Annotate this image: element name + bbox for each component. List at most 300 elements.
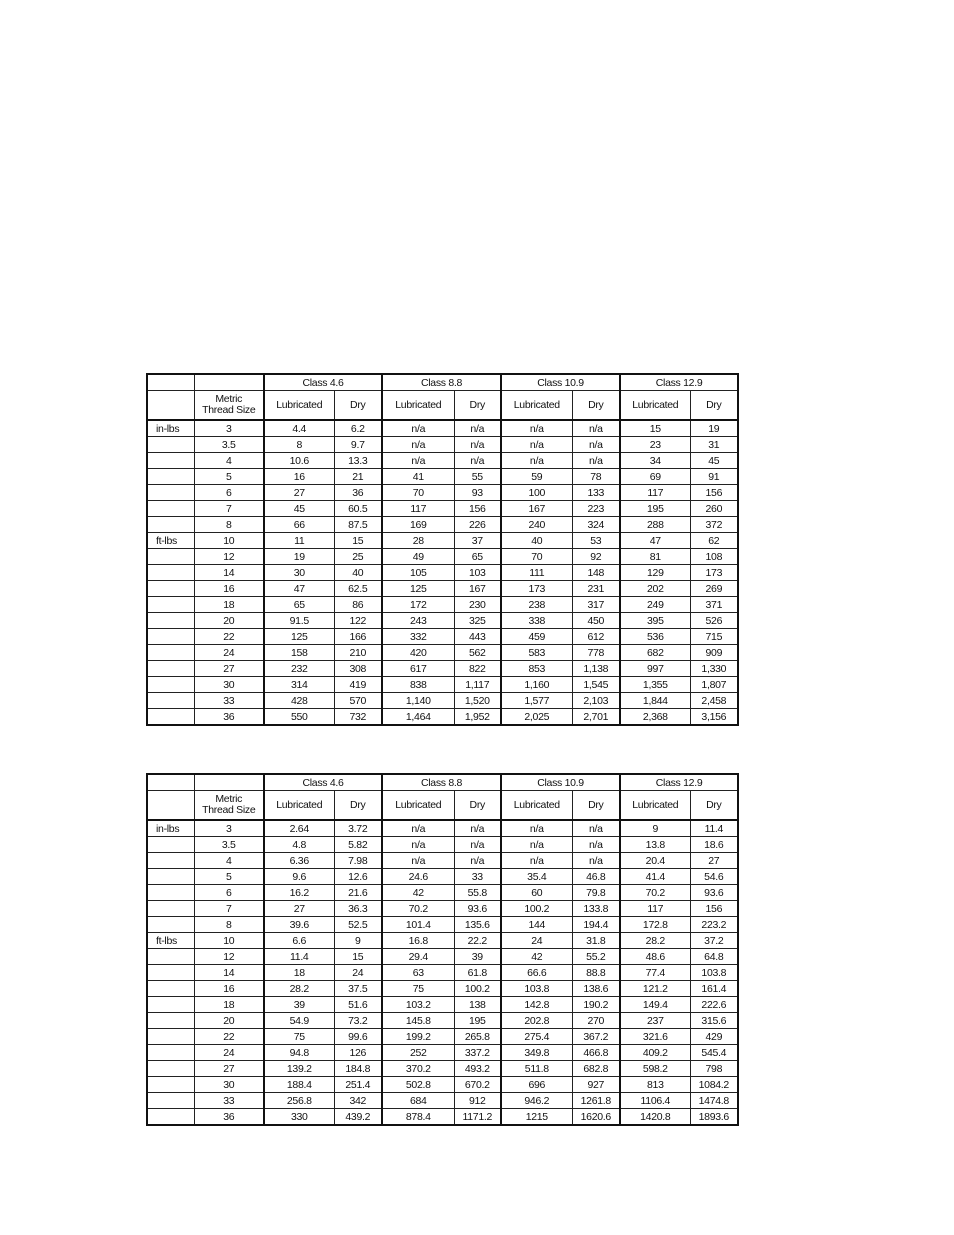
unit-label-cell [147, 677, 194, 693]
unit-label-cell [147, 965, 194, 981]
class-12-9-dry-cell: 93.6 [690, 885, 738, 901]
class-12-9-dry-cell: 91 [690, 469, 738, 485]
unit-label-cell [147, 613, 194, 629]
class-10-9-lubricated-cell: 946.2 [501, 1093, 572, 1109]
thread-size-cell: 24 [194, 1045, 264, 1061]
class-12-9-dry-cell: 260 [690, 501, 738, 517]
class-10-9-dry-cell: 1,545 [572, 677, 620, 693]
class-8-8-dry-cell: 37 [454, 533, 501, 549]
class-12-9-lubricated-cell: 237 [620, 1013, 690, 1029]
class-8-8-lubricated-cell: 617 [382, 661, 454, 677]
class-4-6-lubricated-cell: 75 [264, 1029, 334, 1045]
dry-header: Dry [334, 791, 382, 821]
class-10-9-dry-cell: 1261.8 [572, 1093, 620, 1109]
class-12-9-dry-cell: 1084.2 [690, 1077, 738, 1093]
class-4-6-lubricated-cell: 330 [264, 1109, 334, 1126]
class-12-9-dry-cell: 2,458 [690, 693, 738, 709]
class-4-6-dry-cell: 342 [334, 1093, 382, 1109]
table-row [147, 420, 738, 437]
class-10-9-lubricated-cell: 2,025 [501, 709, 572, 726]
class-4-6-dry-cell: 36.3 [334, 901, 382, 917]
class-12-9-lubricated-cell: 409.2 [620, 1045, 690, 1061]
class-10-9-lubricated-cell: 338 [501, 613, 572, 629]
class-10-9-dry-cell: 270 [572, 1013, 620, 1029]
class-10-9-dry-cell: 78 [572, 469, 620, 485]
class-4-6-dry-cell: 37.5 [334, 981, 382, 997]
unit-label-cell [147, 469, 194, 485]
class-12-9-lubricated-cell: 813 [620, 1077, 690, 1093]
class-8-8-dry-cell: n/a [454, 420, 501, 437]
class-10-9-dry-cell: 223 [572, 501, 620, 517]
class-12-9-lubricated-cell: 195 [620, 501, 690, 517]
class-8-8-lubricated-cell: n/a [382, 453, 454, 469]
class-4-6-dry-cell: 40 [334, 565, 382, 581]
table-row [147, 709, 738, 726]
unit-label-cell [147, 1029, 194, 1045]
class-10-9-dry-cell: 2,701 [572, 709, 620, 726]
class-4-6-lubricated-cell: 188.4 [264, 1077, 334, 1093]
thread-size-cell: 12 [194, 949, 264, 965]
unit-label-cell [147, 581, 194, 597]
class-8-8-lubricated-cell: n/a [382, 820, 454, 837]
thread-size-cell: 4 [194, 453, 264, 469]
class-10-9-lubricated-cell: 240 [501, 517, 572, 533]
class-10-9-lubricated-cell: 1,160 [501, 677, 572, 693]
class-10-9-lubricated-cell: 167 [501, 501, 572, 517]
class-10-9-dry-cell: 1620.6 [572, 1109, 620, 1126]
table-row [147, 965, 738, 981]
class-4-6-lubricated-cell: 6.6 [264, 933, 334, 949]
class-10-9-lubricated-cell: 583 [501, 645, 572, 661]
torque-table-2 [146, 773, 739, 1126]
unit-label-cell [147, 1045, 194, 1061]
table-row [147, 693, 738, 709]
class-12-9-lubricated-cell: 1106.4 [620, 1093, 690, 1109]
thread-size-cell: 18 [194, 597, 264, 613]
class-8-8-lubricated-cell: 70.2 [382, 901, 454, 917]
class-4-6-dry-cell: 60.5 [334, 501, 382, 517]
class-4-6-lubricated-cell: 8 [264, 437, 334, 453]
class-4-6-dry-cell: 126 [334, 1045, 382, 1061]
unit-label-cell [147, 597, 194, 613]
class-8-8-lubricated-cell: n/a [382, 837, 454, 853]
class-10-9-dry-cell: 55.2 [572, 949, 620, 965]
class-4-6-lubricated-cell: 11.4 [264, 949, 334, 965]
class-12-9-lubricated-cell: 682 [620, 645, 690, 661]
thread-size-cell: 14 [194, 965, 264, 981]
lubricated-header: Lubricated [264, 791, 334, 821]
class-4-6-dry-cell: 166 [334, 629, 382, 645]
class-8-8-lubricated-cell: 199.2 [382, 1029, 454, 1045]
class-10-9-dry-cell: 148 [572, 565, 620, 581]
class-8-8-lubricated-cell: 370.2 [382, 1061, 454, 1077]
class-10-9-lubricated-cell: 100 [501, 485, 572, 501]
class-8-8-lubricated-cell: 1,140 [382, 693, 454, 709]
class-10-9-lubricated-cell: 349.8 [501, 1045, 572, 1061]
class-4-6-dry-cell: 62.5 [334, 581, 382, 597]
class-8-8-lubricated-cell: 169 [382, 517, 454, 533]
class-8-8-dry-cell: 822 [454, 661, 501, 677]
unit-label-cell [147, 661, 194, 677]
table-row [147, 1093, 738, 1109]
class-10-9-dry-cell: 133 [572, 485, 620, 501]
class-8-8-lubricated-cell: 117 [382, 501, 454, 517]
class-10-9-dry-cell: 778 [572, 645, 620, 661]
class-8-8-lubricated-cell: 75 [382, 981, 454, 997]
class-10-9-dry-cell: n/a [572, 837, 620, 853]
class-12-9-dry-cell: 27 [690, 853, 738, 869]
table-row [147, 597, 738, 613]
class-12-9-lubricated-cell: 395 [620, 613, 690, 629]
class-12-9-lubricated-cell: 9 [620, 820, 690, 837]
class-8-8-dry-cell: 93.6 [454, 901, 501, 917]
class-10-9-lubricated-cell: 853 [501, 661, 572, 677]
class-8-8-dry-cell: 22.2 [454, 933, 501, 949]
thread-size-cell: 33 [194, 1093, 264, 1109]
class-4-6-dry-cell: 184.8 [334, 1061, 382, 1077]
class-header: Class 4.6 [264, 774, 382, 791]
class-header: Class 8.8 [382, 774, 501, 791]
table-row [147, 1045, 738, 1061]
table-row [147, 533, 738, 549]
class-12-9-lubricated-cell: 997 [620, 661, 690, 677]
class-12-9-dry-cell: 54.6 [690, 869, 738, 885]
class-12-9-lubricated-cell: 598.2 [620, 1061, 690, 1077]
thread-size-cell: 6 [194, 885, 264, 901]
table-row [147, 853, 738, 869]
unit-label-cell [147, 917, 194, 933]
class-8-8-dry-cell: 337.2 [454, 1045, 501, 1061]
thread-size-cell: 3.5 [194, 837, 264, 853]
class-12-9-lubricated-cell: 41.4 [620, 869, 690, 885]
class-12-9-lubricated-cell: 288 [620, 517, 690, 533]
class-12-9-lubricated-cell: 321.6 [620, 1029, 690, 1045]
class-12-9-lubricated-cell: 2,368 [620, 709, 690, 726]
thread-size-cell: 30 [194, 1077, 264, 1093]
thread-size-header [194, 791, 264, 821]
unit-label-cell [147, 1109, 194, 1126]
class-4-6-lubricated-cell: 256.8 [264, 1093, 334, 1109]
class-8-8-lubricated-cell: 49 [382, 549, 454, 565]
class-8-8-dry-cell: 61.8 [454, 965, 501, 981]
thread-size-cell: 5 [194, 869, 264, 885]
class-8-8-dry-cell: 33 [454, 869, 501, 885]
thread-size-cell: 3 [194, 820, 264, 837]
class-10-9-lubricated-cell: 173 [501, 581, 572, 597]
table-row [147, 677, 738, 693]
class-8-8-dry-cell: 912 [454, 1093, 501, 1109]
class-8-8-lubricated-cell: 145.8 [382, 1013, 454, 1029]
class-4-6-dry-cell: 12.6 [334, 869, 382, 885]
class-4-6-lubricated-cell: 9.6 [264, 869, 334, 885]
class-10-9-lubricated-cell: 1,577 [501, 693, 572, 709]
class-4-6-dry-cell: 9 [334, 933, 382, 949]
empty-header-cell [147, 791, 194, 821]
table-row [147, 437, 738, 453]
class-4-6-dry-cell: 51.6 [334, 997, 382, 1013]
class-12-9-lubricated-cell: 13.8 [620, 837, 690, 853]
thread-header-line: Metric [215, 793, 243, 805]
table-row [147, 1077, 738, 1093]
lubricated-header: Lubricated [501, 391, 572, 421]
thread-size-cell: 18 [194, 997, 264, 1013]
class-4-6-dry-cell: 15 [334, 533, 382, 549]
class-header: Class 10.9 [501, 374, 620, 391]
class-8-8-lubricated-cell: 42 [382, 885, 454, 901]
unit-label-cell [147, 885, 194, 901]
class-10-9-dry-cell: n/a [572, 420, 620, 437]
empty-header-cell [194, 774, 264, 791]
thread-size-cell: 10 [194, 933, 264, 949]
class-12-9-dry-cell: 108 [690, 549, 738, 565]
class-12-9-dry-cell: 429 [690, 1029, 738, 1045]
class-4-6-dry-cell: 99.6 [334, 1029, 382, 1045]
class-4-6-lubricated-cell: 54.9 [264, 1013, 334, 1029]
table-row [147, 485, 738, 501]
class-8-8-lubricated-cell: 878.4 [382, 1109, 454, 1126]
class-8-8-dry-cell: n/a [454, 437, 501, 453]
class-10-9-dry-cell: 31.8 [572, 933, 620, 949]
class-8-8-lubricated-cell: 838 [382, 677, 454, 693]
class-10-9-lubricated-cell: 103.8 [501, 981, 572, 997]
class-8-8-dry-cell: 1,117 [454, 677, 501, 693]
dry-header: Dry [690, 391, 738, 421]
empty-header-cell [147, 391, 194, 421]
class-4-6-dry-cell: 439.2 [334, 1109, 382, 1126]
class-8-8-lubricated-cell: 1,464 [382, 709, 454, 726]
class-10-9-lubricated-cell: n/a [501, 420, 572, 437]
class-header: Class 10.9 [501, 774, 620, 791]
class-10-9-dry-cell: 2,103 [572, 693, 620, 709]
class-12-9-dry-cell: 156 [690, 485, 738, 501]
class-12-9-dry-cell: 37.2 [690, 933, 738, 949]
class-10-9-dry-cell: n/a [572, 437, 620, 453]
table-row [147, 869, 738, 885]
class-12-9-dry-cell: 19 [690, 420, 738, 437]
thread-size-cell: 8 [194, 517, 264, 533]
table-row [147, 901, 738, 917]
class-12-9-lubricated-cell: 34 [620, 453, 690, 469]
unit-label-cell [147, 997, 194, 1013]
dry-header: Dry [454, 391, 501, 421]
unit-label-cell [147, 645, 194, 661]
thread-size-cell: 16 [194, 981, 264, 997]
thread-size-cell: 7 [194, 501, 264, 517]
class-12-9-dry-cell: 526 [690, 613, 738, 629]
class-12-9-lubricated-cell: 129 [620, 565, 690, 581]
class-10-9-dry-cell: 133.8 [572, 901, 620, 917]
class-8-8-dry-cell: n/a [454, 820, 501, 837]
class-4-6-dry-cell: 15 [334, 949, 382, 965]
class-10-9-dry-cell: 231 [572, 581, 620, 597]
table-row [147, 981, 738, 997]
class-10-9-lubricated-cell: 144 [501, 917, 572, 933]
unit-label-cell [147, 485, 194, 501]
class-10-9-lubricated-cell: 511.8 [501, 1061, 572, 1077]
sub-header-row [147, 391, 738, 421]
thread-size-cell: 10 [194, 533, 264, 549]
class-12-9-dry-cell: 371 [690, 597, 738, 613]
class-4-6-dry-cell: 251.4 [334, 1077, 382, 1093]
thread-size-cell: 27 [194, 1061, 264, 1077]
class-8-8-lubricated-cell: n/a [382, 437, 454, 453]
class-4-6-dry-cell: 210 [334, 645, 382, 661]
class-8-8-dry-cell: 195 [454, 1013, 501, 1029]
table-row [147, 1109, 738, 1126]
class-header: Class 12.9 [620, 374, 738, 391]
class-8-8-dry-cell: n/a [454, 837, 501, 853]
unit-label-cell [147, 693, 194, 709]
class-4-6-dry-cell: 25 [334, 549, 382, 565]
class-12-9-lubricated-cell: 149.4 [620, 997, 690, 1013]
class-10-9-lubricated-cell: 238 [501, 597, 572, 613]
table-row [147, 565, 738, 581]
class-8-8-dry-cell: 138 [454, 997, 501, 1013]
class-4-6-lubricated-cell: 27 [264, 485, 334, 501]
class-4-6-dry-cell: 21 [334, 469, 382, 485]
class-12-9-lubricated-cell: 20.4 [620, 853, 690, 869]
class-10-9-dry-cell: 88.8 [572, 965, 620, 981]
class-4-6-lubricated-cell: 30 [264, 565, 334, 581]
class-10-9-dry-cell: 466.8 [572, 1045, 620, 1061]
class-10-9-dry-cell: 367.2 [572, 1029, 620, 1045]
class-4-6-lubricated-cell: 428 [264, 693, 334, 709]
class-4-6-dry-cell: 13.3 [334, 453, 382, 469]
class-4-6-dry-cell: 21.6 [334, 885, 382, 901]
table-row [147, 501, 738, 517]
class-header: Class 12.9 [620, 774, 738, 791]
class-10-9-lubricated-cell: n/a [501, 453, 572, 469]
class-8-8-lubricated-cell: 420 [382, 645, 454, 661]
class-10-9-dry-cell: 450 [572, 613, 620, 629]
class-4-6-dry-cell: 122 [334, 613, 382, 629]
unit-label-cell [147, 1093, 194, 1109]
thread-size-cell: 8 [194, 917, 264, 933]
class-12-9-dry-cell: 31 [690, 437, 738, 453]
table-row [147, 1013, 738, 1029]
table-row [147, 661, 738, 677]
class-8-8-dry-cell: 325 [454, 613, 501, 629]
class-12-9-dry-cell: 223.2 [690, 917, 738, 933]
class-12-9-dry-cell: 1474.8 [690, 1093, 738, 1109]
class-10-9-dry-cell: 927 [572, 1077, 620, 1093]
lubricated-header: Lubricated [264, 391, 334, 421]
table-row [147, 997, 738, 1013]
class-10-9-lubricated-cell: 66.6 [501, 965, 572, 981]
thread-size-cell: 22 [194, 629, 264, 645]
thread-size-cell: 36 [194, 709, 264, 726]
class-12-9-dry-cell: 545.4 [690, 1045, 738, 1061]
class-12-9-dry-cell: 64.8 [690, 949, 738, 965]
class-10-9-lubricated-cell: 42 [501, 949, 572, 965]
class-8-8-lubricated-cell: 332 [382, 629, 454, 645]
class-12-9-dry-cell: 315.6 [690, 1013, 738, 1029]
class-4-6-lubricated-cell: 91.5 [264, 613, 334, 629]
class-header-row [147, 374, 738, 391]
lubricated-header: Lubricated [382, 391, 454, 421]
class-4-6-lubricated-cell: 232 [264, 661, 334, 677]
thread-header-line: Metric [215, 393, 243, 405]
class-12-9-dry-cell: 1,330 [690, 661, 738, 677]
class-8-8-dry-cell: 103 [454, 565, 501, 581]
table-row [147, 837, 738, 853]
class-12-9-lubricated-cell: 47 [620, 533, 690, 549]
thread-size-cell: 5 [194, 469, 264, 485]
class-4-6-dry-cell: 24 [334, 965, 382, 981]
class-4-6-lubricated-cell: 314 [264, 677, 334, 693]
class-8-8-dry-cell: 1,520 [454, 693, 501, 709]
table-body [147, 820, 738, 1125]
class-10-9-lubricated-cell: 202.8 [501, 1013, 572, 1029]
class-10-9-dry-cell: 79.8 [572, 885, 620, 901]
thread-size-cell: 14 [194, 565, 264, 581]
torque-table-1 [146, 373, 739, 726]
class-8-8-dry-cell: 1171.2 [454, 1109, 501, 1126]
thread-size-cell: 12 [194, 549, 264, 565]
class-8-8-lubricated-cell: 243 [382, 613, 454, 629]
class-10-9-lubricated-cell: n/a [501, 820, 572, 837]
table-row [147, 917, 738, 933]
class-12-9-dry-cell: 3,156 [690, 709, 738, 726]
unit-label-cell [147, 517, 194, 533]
class-12-9-lubricated-cell: 249 [620, 597, 690, 613]
class-4-6-lubricated-cell: 10.6 [264, 453, 334, 469]
class-8-8-lubricated-cell: 41 [382, 469, 454, 485]
class-12-9-lubricated-cell: 172.8 [620, 917, 690, 933]
thread-size-cell: 7 [194, 901, 264, 917]
unit-label-cell: in-lbs [147, 420, 194, 437]
class-12-9-dry-cell: 45 [690, 453, 738, 469]
class-10-9-lubricated-cell: n/a [501, 837, 572, 853]
class-12-9-dry-cell: 715 [690, 629, 738, 645]
dry-header: Dry [572, 791, 620, 821]
class-4-6-lubricated-cell: 4.8 [264, 837, 334, 853]
class-8-8-dry-cell: 226 [454, 517, 501, 533]
unit-label-cell [147, 1013, 194, 1029]
class-10-9-dry-cell: 53 [572, 533, 620, 549]
class-10-9-dry-cell: 317 [572, 597, 620, 613]
class-8-8-dry-cell: 443 [454, 629, 501, 645]
class-4-6-lubricated-cell: 6.36 [264, 853, 334, 869]
table-row [147, 613, 738, 629]
class-10-9-dry-cell: n/a [572, 453, 620, 469]
unit-label-cell [147, 565, 194, 581]
thread-size-cell: 3 [194, 420, 264, 437]
dry-header: Dry [454, 791, 501, 821]
thread-size-cell: 27 [194, 661, 264, 677]
class-4-6-dry-cell: 87.5 [334, 517, 382, 533]
class-4-6-dry-cell: 52.5 [334, 917, 382, 933]
table-row [147, 885, 738, 901]
class-8-8-dry-cell: 562 [454, 645, 501, 661]
class-8-8-dry-cell: 55 [454, 469, 501, 485]
class-8-8-lubricated-cell: 684 [382, 1093, 454, 1109]
class-4-6-lubricated-cell: 11 [264, 533, 334, 549]
unit-label-cell [147, 709, 194, 726]
class-4-6-lubricated-cell: 27 [264, 901, 334, 917]
class-4-6-lubricated-cell: 19 [264, 549, 334, 565]
thread-size-cell: 33 [194, 693, 264, 709]
class-8-8-dry-cell: 230 [454, 597, 501, 613]
class-4-6-dry-cell: 36 [334, 485, 382, 501]
class-12-9-dry-cell: 62 [690, 533, 738, 549]
class-12-9-dry-cell: 798 [690, 1061, 738, 1077]
class-10-9-lubricated-cell: 100.2 [501, 901, 572, 917]
table-body [147, 420, 738, 725]
class-12-9-lubricated-cell: 1,844 [620, 693, 690, 709]
thread-size-cell: 22 [194, 1029, 264, 1045]
unit-label-cell: ft-lbs [147, 533, 194, 549]
